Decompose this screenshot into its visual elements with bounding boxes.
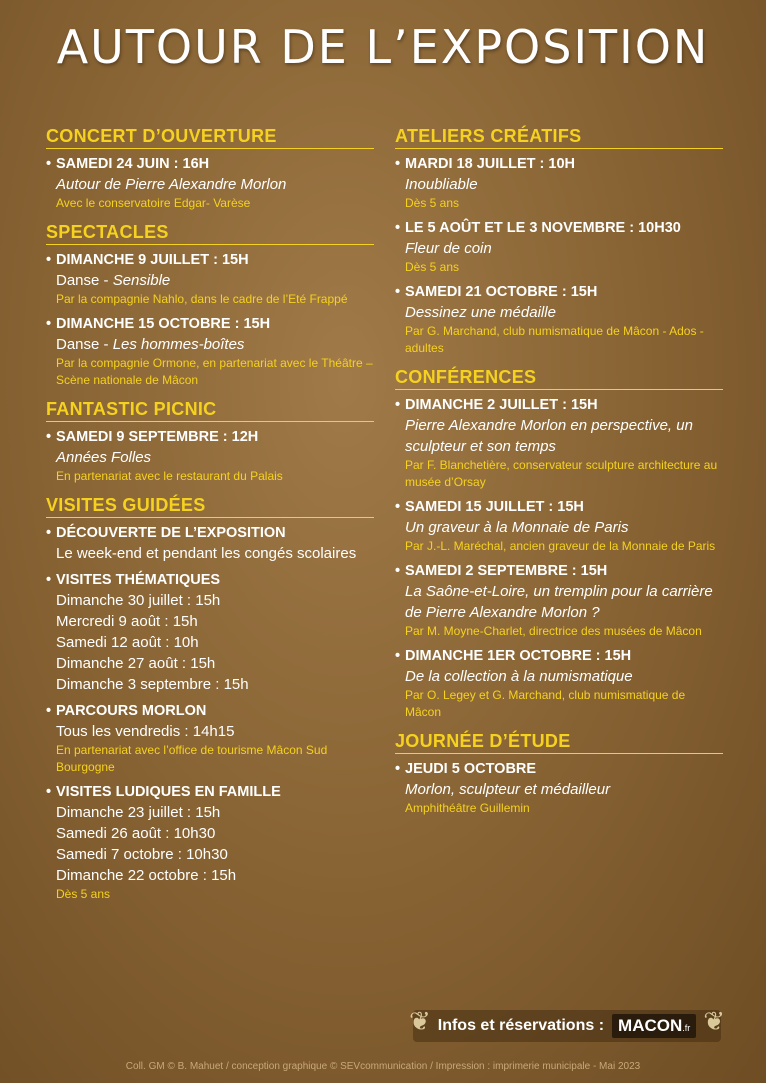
event-schedule: Tous les vendredis : 14h15 — [56, 723, 235, 740]
event-details — [395, 779, 723, 817]
bullet-icon: • — [46, 703, 52, 719]
event-heading — [46, 783, 374, 802]
macon-logo — [612, 1014, 696, 1038]
laurel-right-icon: ❦ — [703, 1006, 725, 1036]
event-date: DÉCOUVERTE DE L’EXPOSITION — [56, 525, 286, 541]
section — [395, 731, 723, 817]
left-column — [46, 126, 374, 913]
event-note: Dès 5 ans — [405, 196, 460, 210]
event-heading — [395, 760, 723, 779]
event-note: Par la compagnie Nahlo, dans le cadre de l’Eté Frappé — [56, 292, 348, 306]
event-schedule: Dimanche 3 septembre : 15h — [56, 676, 249, 693]
event-heading — [46, 315, 374, 334]
event-item — [395, 498, 723, 555]
section — [46, 399, 374, 485]
bullet-icon: • — [46, 252, 52, 268]
event-details — [395, 174, 723, 212]
bullet-icon: • — [395, 397, 401, 413]
event-details — [395, 415, 723, 491]
event-details — [46, 590, 374, 695]
event-date: VISITES LUDIQUES EN FAMILLE — [56, 784, 281, 800]
event-note: Amphithéâtre Guillemin — [405, 801, 530, 815]
event-schedule: Dimanche 22 octobre : 15h — [56, 867, 237, 884]
event-details — [395, 302, 723, 357]
bullet-icon: • — [395, 220, 401, 236]
event-title: Fleur de coin — [405, 240, 492, 257]
event-schedule: Samedi 26 août : 10h30 — [56, 825, 216, 842]
event-details — [46, 721, 374, 776]
bullet-icon: • — [395, 284, 401, 300]
event-title: Un graveur à la Monnaie de Paris — [405, 519, 629, 536]
event-item — [46, 315, 374, 389]
event-details — [46, 543, 374, 564]
bullet-icon: • — [395, 761, 401, 777]
event-item — [395, 219, 723, 276]
event-note: Par M. Moyne-Charlet, directrice des musées de Mâcon — [405, 624, 702, 638]
event-heading — [46, 155, 374, 174]
event-item — [395, 562, 723, 640]
bullet-icon: • — [46, 316, 52, 332]
event-heading — [395, 498, 723, 517]
macon-logo-suffix: .fr — [682, 1023, 691, 1033]
section-title: VISITES GUIDÉES — [46, 495, 374, 518]
macon-logo-text: MACON — [618, 1016, 683, 1035]
event-note: Dès 5 ans — [405, 260, 460, 274]
event-title: Morlon, sculpteur et médailleur — [405, 781, 611, 798]
section — [46, 222, 374, 389]
section-title: JOURNÉE D’ÉTUDE — [395, 731, 723, 754]
event-details — [395, 581, 723, 640]
event-item — [46, 251, 374, 308]
event-note: Avec le conservatoire Edgar- Varèse — [56, 196, 251, 210]
event-name: Les hommes-boîtes — [112, 336, 245, 353]
bullet-icon: • — [395, 156, 401, 172]
event-title — [56, 334, 374, 355]
event-date: LE 5 AOÛT ET LE 3 NOVEMBRE : 10H30 — [405, 220, 681, 236]
event-schedule: Le week-end et pendant les congés scolaires — [56, 545, 357, 562]
event-date: DIMANCHE 15 OCTOBRE : 15H — [56, 316, 271, 332]
event-schedule: Dimanche 23 juillet : 15h — [56, 804, 221, 821]
event-date: SAMEDI 21 OCTOBRE : 15H — [405, 284, 598, 300]
info-banner — [409, 1006, 725, 1046]
event-date: SAMEDI 24 JUIN : 16H — [56, 156, 210, 172]
event-item — [395, 760, 723, 817]
event-schedule: Samedi 7 octobre : 10h30 — [56, 846, 228, 863]
event-item — [46, 428, 374, 485]
event-heading — [395, 155, 723, 174]
event-type: Danse - — [56, 272, 113, 289]
event-heading — [395, 283, 723, 302]
event-date: DIMANCHE 2 JUILLET : 15H — [405, 397, 598, 413]
event-heading — [395, 219, 723, 238]
event-details — [46, 447, 374, 485]
section — [46, 495, 374, 903]
event-title: Autour de Pierre Alexandre Morlon — [56, 176, 287, 193]
section-title: CONCERT D’OUVERTURE — [46, 126, 374, 149]
event-item — [395, 647, 723, 721]
event-item — [46, 155, 374, 212]
section-title: ATELIERS CRÉATIFS — [395, 126, 723, 149]
event-note: En partenariat avec le restaurant du Palais — [56, 469, 283, 483]
page-title: AUTOUR DE L’EXPOSITION — [56, 20, 710, 74]
section — [395, 367, 723, 721]
event-note: Par la compagnie Ormone, en partenariat avec le Théâtre – Scène nationale de Mâcon — [56, 356, 373, 387]
event-details — [46, 334, 374, 389]
bullet-icon: • — [46, 572, 52, 588]
event-heading — [395, 562, 723, 581]
event-details — [395, 666, 723, 721]
event-note: Par G. Marchand, club numismatique de Mâcon - Ados - adultes — [405, 324, 704, 355]
bullet-icon: • — [46, 525, 52, 541]
event-title: Dessinez une médaille — [405, 304, 556, 321]
event-note: Par F. Blanchetière, conservateur sculpture architecture au musée d’Orsay — [405, 458, 718, 489]
bullet-icon: • — [46, 784, 52, 800]
event-details — [395, 517, 723, 555]
event-details — [46, 802, 374, 903]
event-item — [46, 702, 374, 776]
event-schedule: Dimanche 27 août : 15h — [56, 655, 216, 672]
event-schedule: Dimanche 30 juillet : 15h — [56, 592, 221, 609]
event-date: SAMEDI 9 SEPTEMBRE : 12H — [56, 429, 259, 445]
event-details — [46, 174, 374, 212]
event-heading — [46, 702, 374, 721]
event-item — [395, 155, 723, 212]
event-date: MARDI 18 JUILLET : 10H — [405, 156, 575, 172]
laurel-left-icon: ❦ — [409, 1006, 431, 1036]
event-date: SAMEDI 2 SEPTEMBRE : 15H — [405, 563, 608, 579]
event-item — [395, 283, 723, 357]
event-date: JEUDI 5 OCTOBRE — [405, 761, 537, 777]
event-date: SAMEDI 15 JUILLET : 15H — [405, 499, 584, 515]
section-title: CONFÉRENCES — [395, 367, 723, 390]
event-heading — [46, 428, 374, 447]
section-title: FANTASTIC PICNIC — [46, 399, 374, 422]
event-item — [46, 571, 374, 695]
event-title — [56, 270, 374, 291]
event-note: Par J.-L. Maréchal, ancien graveur de la Monnaie de Paris — [405, 539, 716, 553]
event-name: Sensible — [112, 272, 171, 289]
event-item — [46, 783, 374, 903]
event-date: VISITES THÉMATIQUES — [56, 572, 221, 588]
event-title: La Saône-et-Loire, un tremplin pour la carrière de Pierre Alexandre Morlon ? — [405, 583, 713, 621]
event-date: DIMANCHE 1ER OCTOBRE : 15H — [405, 648, 632, 664]
event-details — [395, 238, 723, 276]
event-schedule: Samedi 12 août : 10h — [56, 634, 199, 651]
event-item — [395, 396, 723, 491]
event-heading — [46, 251, 374, 270]
event-item — [46, 524, 374, 564]
bullet-icon: • — [395, 648, 401, 664]
event-title: Pierre Alexandre Morlon en perspective, un sculpteur et son temps — [405, 417, 693, 455]
event-heading — [46, 571, 374, 590]
event-note: Dès 5 ans — [56, 887, 111, 901]
bullet-icon: • — [395, 563, 401, 579]
bullet-icon: • — [46, 429, 52, 445]
event-heading — [395, 647, 723, 666]
event-note: En partenariat avec l’office de tourisme Mâcon Sud Bourgogne — [56, 743, 328, 774]
event-date: DIMANCHE 9 JUILLET : 15H — [56, 252, 249, 268]
event-title: Années Folles — [56, 449, 152, 466]
event-title: De la collection à la numismatique — [405, 668, 633, 685]
credits: Coll. GM © B. Mahuet / conception graphique © SEVcommunication / Impression : imprimerie municipale - Mai 2023 — [125, 1061, 641, 1072]
event-details — [46, 270, 374, 308]
info-label: Infos et réservations : — [437, 1017, 605, 1034]
event-date: PARCOURS MORLON — [56, 703, 207, 719]
section-title: SPECTACLES — [46, 222, 374, 245]
section — [46, 126, 374, 212]
event-note: Par O. Legey et G. Marchand, club numismatique de Mâcon — [405, 688, 686, 719]
event-schedule: Mercredi 9 août : 15h — [56, 613, 198, 630]
event-heading — [395, 396, 723, 415]
section — [395, 126, 723, 357]
bullet-icon: • — [46, 156, 52, 172]
event-title: Inoubliable — [405, 176, 478, 193]
event-heading — [46, 524, 374, 543]
right-column — [395, 126, 723, 827]
event-type: Danse - — [56, 336, 113, 353]
bullet-icon: • — [395, 499, 401, 515]
